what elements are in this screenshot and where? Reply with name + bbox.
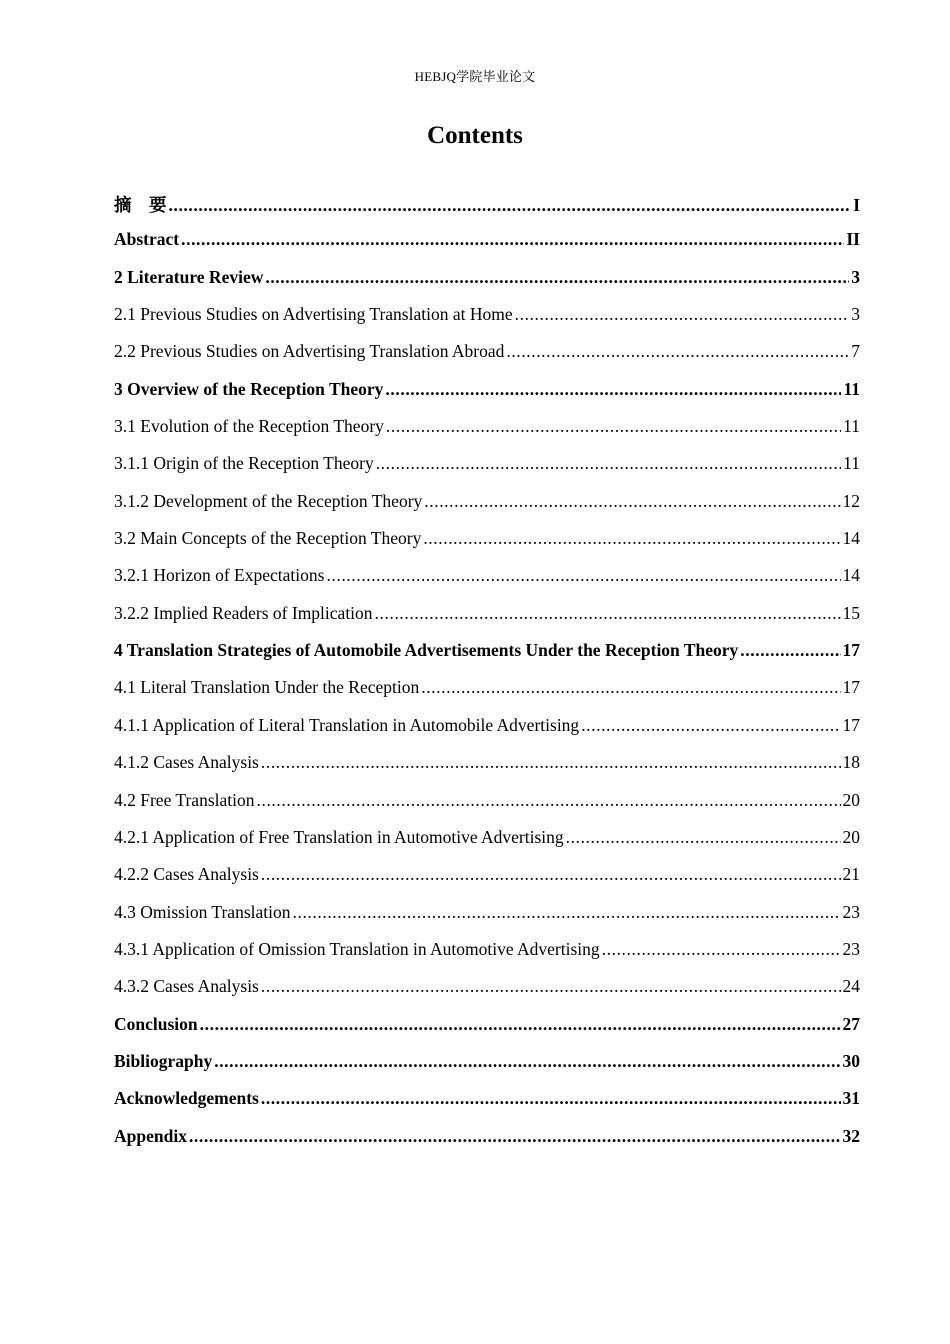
toc-entry-label: Appendix: [114, 1125, 187, 1146]
toc-entry-label: 3.2.2 Implied Readers of Implication: [114, 602, 373, 623]
toc-entry-page: 17: [842, 640, 860, 661]
toc-entry-3[interactable]: [114, 379, 860, 416]
toc-entry-3-1-1[interactable]: [114, 453, 860, 490]
toc-entry-label: Conclusion: [114, 1013, 198, 1034]
toc-entry-page: II: [846, 229, 860, 250]
toc-entry-page: 24: [842, 976, 860, 997]
toc-entry-4-1[interactable]: [114, 677, 860, 714]
toc-entry-label: Bibliography: [114, 1050, 213, 1071]
toc-entry-4-3-1[interactable]: [114, 939, 860, 976]
toc-dot-leader: [386, 416, 841, 437]
toc-entry-3-2[interactable]: [114, 528, 860, 565]
toc-entry-4-1-1[interactable]: [114, 715, 860, 752]
toc-entry-4-2[interactable]: [114, 790, 860, 827]
toc-entry-2[interactable]: [114, 267, 860, 304]
toc-entry-4-2-2[interactable]: [114, 864, 860, 901]
toc-dot-leader: [602, 939, 841, 960]
toc-entry-label: 4.3 Omission Translation: [114, 901, 291, 922]
toc-entry-label: 4.2.2 Cases Analysis: [114, 864, 259, 885]
toc-entry-abstract[interactable]: [114, 229, 860, 266]
toc-entry-label: 3.1.1 Origin of the Reception Theory: [114, 453, 374, 474]
toc-entry-label: 2.1 Previous Studies on Advertising Translation at Home: [114, 304, 513, 325]
toc-entry-label: 3.2.1 Horizon of Expectations: [114, 565, 325, 586]
toc-dot-leader: [200, 1014, 841, 1035]
toc-entry-2-1[interactable]: [114, 304, 860, 341]
toc-dot-leader: [261, 752, 841, 773]
toc-dot-leader: [423, 528, 840, 549]
toc-entry-label: 4.1.2 Cases Analysis: [114, 752, 259, 773]
toc-dot-leader: [189, 1126, 841, 1147]
toc-entry-4-1-2[interactable]: [114, 752, 860, 789]
toc-entry-label: 2.2 Previous Studies on Advertising Translation Abroad: [114, 341, 505, 362]
toc-entry-page: 23: [842, 938, 860, 959]
toc-dot-leader: [385, 379, 841, 400]
toc-entry-page: 20: [842, 826, 860, 847]
toc-entry-page: 11: [843, 453, 860, 474]
toc-dot-leader: [261, 864, 841, 885]
toc-entry-label: 4.3.1 Application of Omission Translation in Automotive Advertising: [114, 938, 600, 959]
toc-entry-acknowledgements[interactable]: [114, 1088, 860, 1125]
toc-entry-page: 11: [843, 378, 860, 399]
toc-entry-label: 4.2 Free Translation: [114, 789, 255, 810]
toc-entry-label: 摘 要: [114, 195, 167, 215]
toc-entry-page: 31: [842, 1088, 860, 1109]
toc-dot-leader: [424, 491, 840, 512]
toc-dot-leader: [740, 640, 840, 661]
toc-entry-page: 30: [842, 1050, 860, 1071]
toc-entry-conclusion[interactable]: [114, 1014, 860, 1051]
toc-dot-leader: [265, 267, 849, 288]
toc-entry-page: 3: [851, 304, 860, 325]
toc-entry-page: 21: [842, 864, 860, 885]
toc-entry-label: 4.2.1 Application of Free Translation in Automotive Advertising: [114, 826, 564, 847]
toc-dot-leader: [375, 603, 841, 624]
toc-entry-label: 3.1 Evolution of the Reception Theory: [114, 416, 384, 437]
toc-entry-3-1-2[interactable]: [114, 491, 860, 528]
toc-dot-leader: [506, 341, 849, 362]
toc-entry-label: 3.2 Main Concepts of the Reception Theory: [114, 528, 422, 549]
toc-entry-label: 4.3.2 Cases Analysis: [114, 976, 259, 997]
toc-dot-leader: [214, 1051, 840, 1072]
toc-entry-4-3[interactable]: [114, 902, 860, 939]
toc-entry-label: 4 Translation Strategies of Automobile Advertisements Under the Reception Theory: [114, 640, 739, 661]
toc-entry-3-2-1[interactable]: [114, 565, 860, 602]
toc-dot-leader: [261, 1088, 841, 1109]
running-header: HEBJQ学院毕业论文: [414, 69, 536, 84]
toc-entry-4-2-1[interactable]: [114, 827, 860, 864]
toc-entry-label: 2 Literature Review: [114, 266, 264, 287]
toc-entry-page: I: [853, 195, 860, 215]
toc-entry-3-1[interactable]: [114, 416, 860, 453]
toc-entry-page: 3: [851, 266, 860, 287]
toc-entry-4-3-2[interactable]: [114, 976, 860, 1013]
toc-dot-leader: [169, 195, 852, 216]
toc-entry-page: 32: [842, 1125, 860, 1146]
toc-entry-page: 7: [851, 341, 860, 362]
toc-entry-label: Abstract: [114, 229, 180, 250]
toc-entry-label: 4.1.1 Application of Literal Translation in Automobile Advertising: [114, 714, 580, 735]
toc-entry-2-2[interactable]: [114, 341, 860, 378]
toc-entry-page: 17: [842, 714, 860, 735]
toc-dot-leader: [293, 902, 841, 923]
toc-entry-page: 14: [842, 565, 860, 586]
toc-entry-page: 20: [842, 789, 860, 810]
toc-entry-page: 11: [843, 416, 860, 437]
table-of-contents: [114, 192, 860, 1163]
toc-dot-leader: [581, 715, 840, 736]
toc-entry-page: 18: [842, 752, 860, 773]
toc-dot-leader: [566, 827, 841, 848]
toc-dot-leader: [326, 565, 840, 586]
toc-entry-page: 14: [842, 528, 860, 549]
toc-entry-page: 15: [842, 602, 860, 623]
toc-entry-label: 4.1 Literal Translation Under the Reception: [114, 677, 420, 698]
toc-dot-leader: [181, 229, 844, 250]
toc-entry-label: 3 Overview of the Reception Theory: [114, 378, 384, 399]
toc-entry-page: 17: [842, 677, 860, 698]
toc-entry-label: 3.1.2 Development of the Reception Theory: [114, 490, 423, 511]
toc-entry-3-2-2[interactable]: [114, 603, 860, 640]
toc-entry-4[interactable]: [114, 640, 860, 677]
page-title: Contents: [427, 122, 523, 149]
toc-entry-appendix[interactable]: [114, 1126, 860, 1163]
toc-dot-leader: [261, 976, 841, 997]
toc-entry-page: 12: [842, 490, 860, 511]
toc-entry-abstract-chinese[interactable]: [114, 192, 860, 229]
toc-dot-leader: [515, 304, 850, 325]
toc-dot-leader: [421, 677, 840, 698]
toc-entry-page: 27: [842, 1013, 860, 1034]
toc-entry-bibliography[interactable]: [114, 1051, 860, 1088]
toc-entry-label: Acknowledgements: [114, 1088, 259, 1109]
toc-dot-leader: [257, 790, 841, 811]
toc-dot-leader: [376, 453, 841, 474]
toc-entry-page: 23: [842, 901, 860, 922]
